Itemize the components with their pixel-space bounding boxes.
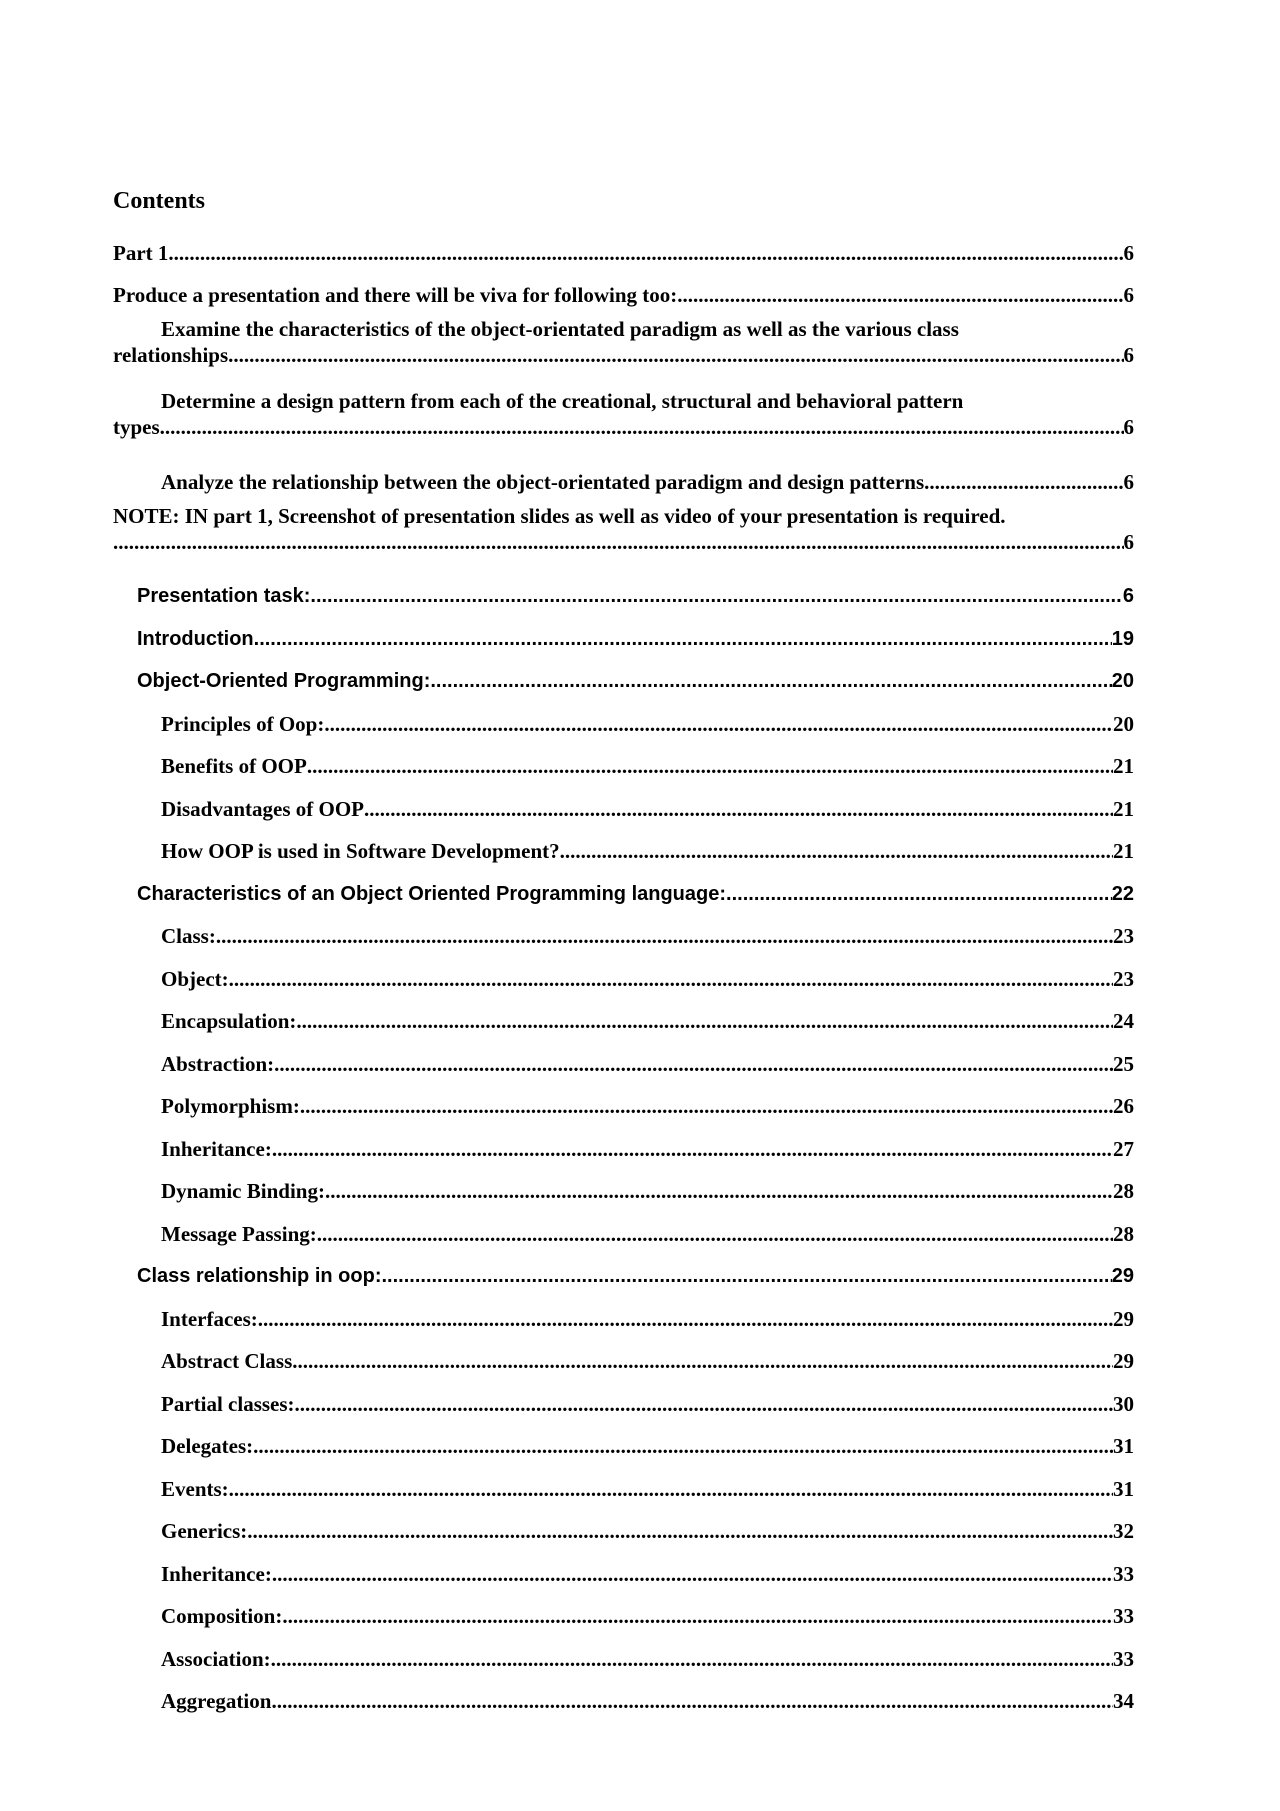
toc-entry-label: Class: xyxy=(161,924,216,948)
dot-leader xyxy=(274,1051,1113,1077)
toc-entry-aggregation[interactable] xyxy=(113,1672,1134,1715)
toc-entry-label: Presentation task: xyxy=(137,585,311,607)
toc-entry-note[interactable] xyxy=(113,495,1134,567)
toc-entry-label: How OOP is used in Software Development? xyxy=(161,839,560,863)
toc-entry-delegates[interactable] xyxy=(113,1417,1134,1460)
dot-leader xyxy=(254,626,1112,652)
dot-leader xyxy=(253,1433,1113,1459)
dot-leader xyxy=(271,1688,1113,1714)
toc-page-number: 6 xyxy=(1123,529,1134,554)
toc-entry-produce-presentation[interactable] xyxy=(113,266,1134,309)
toc-page-number: 6 xyxy=(1123,415,1134,439)
toc-page-number: 20 xyxy=(1113,711,1134,736)
dot-leader xyxy=(216,923,1113,949)
toc-page-number: 34 xyxy=(1113,1689,1134,1713)
toc-entry-label: Analyze the relationship between the object-orientated paradigm and design patterns. xyxy=(161,469,930,494)
toc-entry-disadvantages-of-oop[interactable] xyxy=(113,779,1134,822)
toc-entry-label: Polymorphism: xyxy=(161,1094,300,1118)
toc-entry-how-oop-is-used[interactable] xyxy=(113,822,1134,865)
toc-page-number: 6 xyxy=(1123,283,1134,307)
dot-leader xyxy=(168,240,1123,266)
toc-entry-label: Composition: xyxy=(161,1604,283,1628)
toc-entry-introduction[interactable] xyxy=(113,609,1134,652)
toc-entry-object-oriented-programming[interactable] xyxy=(113,652,1134,695)
toc-entry-abstraction[interactable] xyxy=(113,1034,1134,1077)
toc-entry-label: Object: xyxy=(161,966,229,991)
toc-entry-class-relationship[interactable] xyxy=(113,1247,1134,1290)
dot-leader xyxy=(229,1476,1113,1502)
toc-entry-events[interactable] xyxy=(113,1459,1134,1502)
toc-page-number: 24 xyxy=(1113,1009,1134,1033)
toc-entry-determine-design-pattern[interactable] xyxy=(113,380,1134,452)
toc-page-number: 6 xyxy=(1123,240,1134,265)
toc-page-number: 20 xyxy=(1111,670,1134,692)
toc-entry-label-line1: Examine the characteristics of the object-orientated paradigm as well as the various class xyxy=(161,317,959,341)
toc-entry-presentation-task[interactable] xyxy=(113,567,1134,610)
toc-entry-characteristics-oop-language[interactable] xyxy=(113,864,1134,907)
toc-page-number: 21 xyxy=(1113,754,1134,778)
dot-leader xyxy=(560,838,1113,864)
toc-page-number: 28 xyxy=(1113,1179,1134,1203)
toc-page-number: 22 xyxy=(1111,882,1134,905)
dot-leader xyxy=(282,1603,1113,1629)
toc-title: Contents xyxy=(113,188,206,214)
toc-entry-message-passing[interactable] xyxy=(113,1204,1134,1247)
toc-entry-label: Aggregation xyxy=(161,1689,272,1713)
dot-leader xyxy=(381,1263,1111,1289)
toc-entry-label: Encapsulation: xyxy=(161,1009,297,1033)
toc-page-number: 6 xyxy=(1122,585,1134,607)
toc-page-number: 31 xyxy=(1113,1434,1134,1458)
toc-page-number: 31 xyxy=(1113,1476,1134,1501)
toc-entry-label: Inheritance: xyxy=(161,1136,272,1161)
dot-leader xyxy=(296,1008,1113,1034)
dot-leader xyxy=(292,1348,1113,1374)
toc-page-number: 32 xyxy=(1113,1519,1134,1543)
toc-entry-polymorphism[interactable] xyxy=(113,1077,1134,1120)
toc-page-number: 29 xyxy=(1111,1265,1134,1287)
dot-leader xyxy=(165,414,1124,440)
toc-entry-label: Generics: xyxy=(161,1519,248,1543)
toc-page-number: 23 xyxy=(1113,966,1134,991)
dot-leader xyxy=(364,796,1113,822)
toc-entry-inheritance-2[interactable] xyxy=(113,1544,1134,1587)
toc-entry-composition[interactable] xyxy=(113,1587,1134,1630)
dot-leader xyxy=(324,711,1113,737)
dot-leader xyxy=(317,1221,1113,1247)
toc-entry-label: Characteristics of an Object Oriented Programming language: xyxy=(137,882,727,905)
dot-leader xyxy=(271,1646,1113,1672)
toc-entry-analyze-relationship[interactable] xyxy=(113,452,1134,495)
toc-entry-label: Class relationship in oop: xyxy=(137,1265,382,1287)
toc-entry-association[interactable] xyxy=(113,1629,1134,1672)
toc-entry-dynamic-binding[interactable] xyxy=(113,1162,1134,1205)
toc-entry-abstract-class[interactable] xyxy=(113,1332,1134,1375)
dot-leader xyxy=(258,1306,1113,1332)
toc-entry-benefits-of-oop[interactable] xyxy=(113,737,1134,780)
toc-entry-label: Object-Oriented Programming: xyxy=(137,670,431,692)
toc-entry-label: Part 1 xyxy=(113,240,169,265)
toc-entry-encapsulation[interactable] xyxy=(113,992,1134,1035)
toc-entry-generics[interactable] xyxy=(113,1502,1134,1545)
toc-entry-label: Benefits of OOP xyxy=(161,754,307,778)
toc-page-number: 23 xyxy=(1113,924,1134,948)
toc-entry-examine-characteristics[interactable] xyxy=(113,308,1134,380)
toc-entry-label: Principles of Oop: xyxy=(161,711,325,736)
dot-leader xyxy=(272,1561,1113,1587)
toc-entry-label-line2: types. xyxy=(113,415,165,439)
toc-page-number: 21 xyxy=(1113,796,1134,821)
dot-leader xyxy=(295,1391,1113,1417)
toc-entry-label: Introduction xyxy=(137,627,254,650)
toc-page-number: 27 xyxy=(1113,1136,1134,1161)
toc-page-number: 29 xyxy=(1113,1349,1134,1373)
toc-entry-label: Abstraction: xyxy=(161,1051,275,1076)
dot-leader xyxy=(430,668,1111,694)
toc-entry-label: Association: xyxy=(161,1646,271,1671)
dot-leader xyxy=(229,966,1113,992)
toc-page-number: 33 xyxy=(1113,1646,1134,1671)
dot-leader xyxy=(726,881,1112,907)
dot-leader xyxy=(929,469,1123,495)
dot-leader xyxy=(272,1136,1113,1162)
toc-page-number: 33 xyxy=(1113,1604,1134,1628)
toc-entry-label-line1: NOTE: IN part 1, Screenshot of presentation slides as well as video of your presentation is required. xyxy=(113,503,1006,528)
toc-entry-interfaces[interactable] xyxy=(113,1289,1134,1332)
toc-entry-class[interactable] xyxy=(113,907,1134,950)
toc-page-number: 30 xyxy=(1113,1391,1134,1416)
toc-page-number: 21 xyxy=(1113,839,1134,863)
toc-entry-label: Inheritance: xyxy=(161,1561,272,1586)
toc-page-number: 29 xyxy=(1113,1306,1134,1331)
toc-entry-label: Abstract Class xyxy=(161,1349,293,1373)
toc-entry-label-line2: relationships. xyxy=(113,343,234,367)
dot-leader xyxy=(113,529,1124,555)
dot-leader xyxy=(325,1178,1113,1204)
toc-page-number: 6 xyxy=(1123,343,1134,367)
table-of-contents xyxy=(113,183,1134,1714)
toc-entry-partial-classes[interactable] xyxy=(113,1374,1134,1417)
dot-leader xyxy=(310,583,1122,609)
toc-page-number: 19 xyxy=(1111,627,1134,650)
toc-page-number: 28 xyxy=(1113,1221,1134,1246)
dot-leader xyxy=(677,282,1123,308)
toc-entry-inheritance[interactable] xyxy=(113,1119,1134,1162)
dot-leader xyxy=(300,1093,1113,1119)
dot-leader xyxy=(307,753,1113,779)
toc-entry-label-line1: Determine a design pattern from each of the creational, structural and behavioral pattern xyxy=(161,389,964,413)
toc-entry-label: Interfaces: xyxy=(161,1306,258,1331)
toc-entry-label: Produce a presentation and there will be viva for following too: xyxy=(113,283,678,307)
toc-page-number: 25 xyxy=(1113,1051,1134,1076)
toc-entry-object[interactable] xyxy=(113,949,1134,992)
toc-entry-label: Message Passing: xyxy=(161,1221,317,1246)
toc-page-number: 26 xyxy=(1113,1094,1134,1118)
toc-page-number: 33 xyxy=(1113,1561,1134,1586)
toc-entry-label: Delegates: xyxy=(161,1434,254,1458)
toc-entry-part-1[interactable] xyxy=(113,223,1134,266)
toc-page-number: 6 xyxy=(1123,469,1134,494)
toc-entry-label: Dynamic Binding: xyxy=(161,1179,325,1203)
toc-entry-principles-of-oop[interactable] xyxy=(113,694,1134,737)
toc-entry-label: Events: xyxy=(161,1476,229,1501)
toc-entry-label: Partial classes: xyxy=(161,1391,295,1416)
toc-entry-label: Disadvantages of OOP xyxy=(161,796,365,821)
dot-leader xyxy=(233,342,1123,368)
dot-leader xyxy=(247,1518,1113,1544)
